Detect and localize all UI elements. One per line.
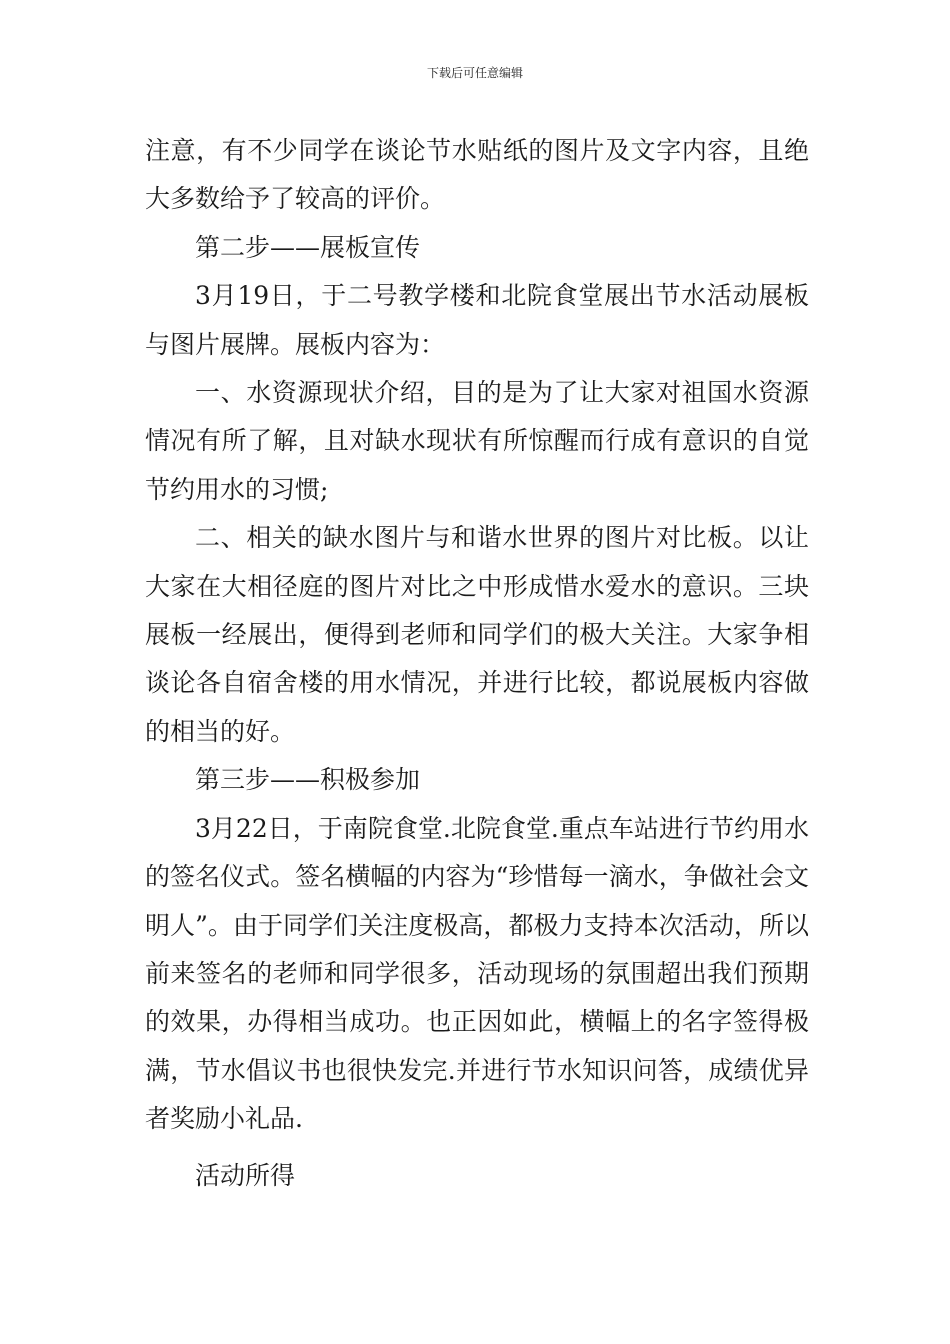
document-body — [145, 127, 809, 1200]
paragraph: 二、相关的缺水图片与和谐水世界的图片对比板。以让大家在大相径庭的图片对比之中形成惜水爱水的意识。三块展板一经展出，便得到老师和同学们的极大关注。大家争相谈论各自宿舍楼的用水情况，并进行比较，都说展板内容做的相当的好。 — [145, 523, 809, 746]
section-heading: 活动所得 — [195, 1160, 296, 1190]
paragraph: 3月19日，于二号教学楼和北院食堂展出节水活动展板与图片展牌。展板内容为： — [145, 281, 809, 359]
paragraph: 3月22日，于南院食堂.北院食堂.重点车站进行节约用水的签名仪式。签名横幅的内容为“珍惜每一滴水，争做社会文明人”。由于同学们关注度极高，都极力支持本次活动，所以前来签名的老师和同学很多，活动现场的氛围超出我们预期的效果，办得相当成功。也正因如此，横幅上的名字签得极满，节水倡议书也很快发完.并进行节水知识问答，成绩优异者奖励小礼品. — [145, 813, 809, 1134]
paragraph: 一、水资源现状介绍，目的是为了让大家对祖国水资源情况有所了解，且对缺水现状有所惊醒而行成有意识的自觉节约用水的习惯; — [145, 378, 809, 504]
paragraph: 注意，有不少同学在谈论节水贴纸的图片及文字内容，且绝大多数给予了较高的评价。 — [145, 136, 809, 214]
section-heading: 第二步——展板宣传 — [195, 232, 421, 262]
page-header: 下载后可任意编辑 — [426, 66, 523, 80]
section-heading: 第三步——积极参加 — [195, 765, 421, 795]
